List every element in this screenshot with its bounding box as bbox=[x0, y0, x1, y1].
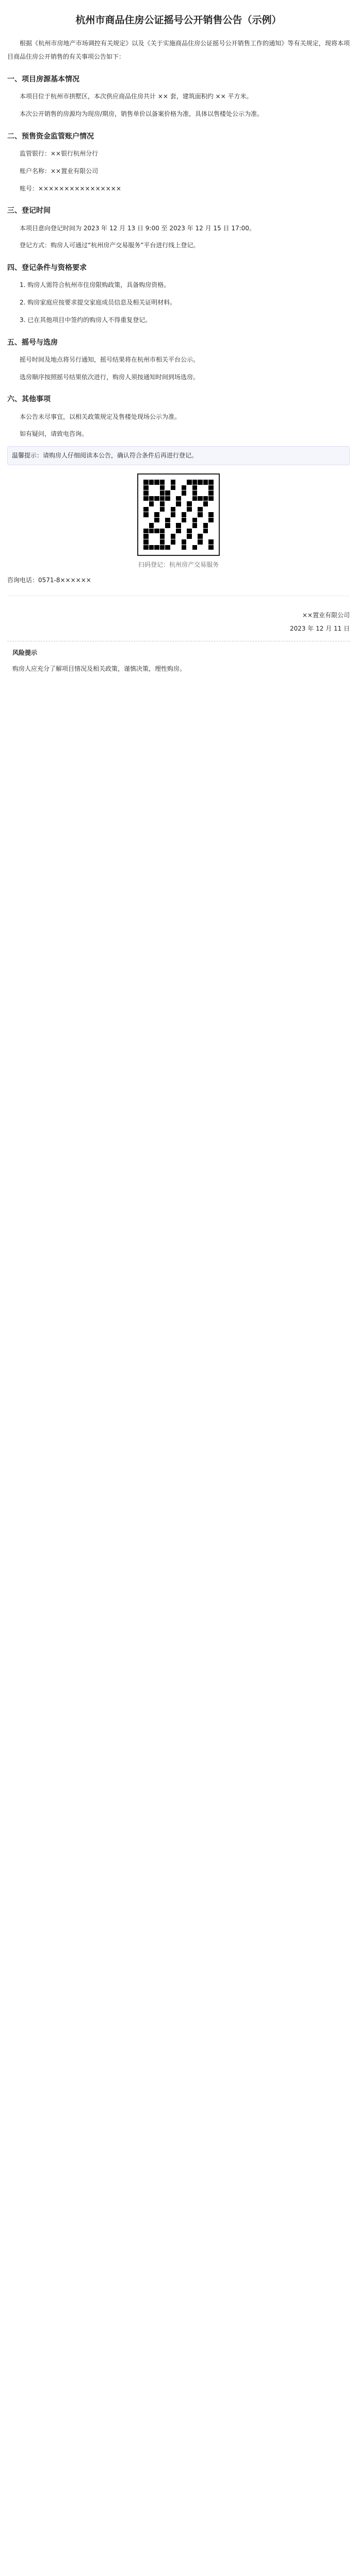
qr-module bbox=[165, 545, 170, 550]
qr-module bbox=[149, 539, 154, 545]
qr-module bbox=[192, 496, 198, 501]
qr-module bbox=[143, 523, 149, 528]
section-title: 三、登记时间 bbox=[7, 207, 51, 215]
qr-module bbox=[203, 518, 208, 523]
qr-module bbox=[154, 501, 159, 506]
qr-module bbox=[198, 545, 203, 550]
section-title: 二、预售资金监管账户情况 bbox=[7, 132, 94, 141]
qr-module bbox=[154, 539, 159, 545]
qr-module bbox=[143, 539, 149, 545]
qr-wrap bbox=[7, 473, 350, 556]
qr-module bbox=[143, 534, 149, 539]
qr-module bbox=[149, 534, 154, 539]
qr-module bbox=[198, 529, 203, 534]
qr-module bbox=[187, 523, 192, 528]
qr-module bbox=[192, 523, 198, 528]
qr-module bbox=[203, 507, 208, 512]
qr-module bbox=[160, 501, 165, 506]
qr-module bbox=[154, 507, 159, 512]
qr-module bbox=[154, 523, 159, 528]
qr-module bbox=[143, 518, 149, 523]
qr-module bbox=[160, 496, 165, 501]
qr-module bbox=[198, 507, 203, 512]
qr-module bbox=[192, 507, 198, 512]
qr-module bbox=[143, 490, 149, 496]
section-paragraph: 账号：×××××××××××××××× bbox=[20, 184, 121, 192]
section-paragraph: 本次公开销售的房源均为现房/期房，销售单价以备案价格为准，具体以售楼处公示为准。 bbox=[20, 110, 264, 117]
qr-module bbox=[165, 496, 170, 501]
qr-module bbox=[165, 512, 170, 517]
qr-module bbox=[143, 529, 149, 534]
section-block bbox=[7, 353, 350, 384]
qr-module bbox=[208, 512, 214, 517]
qr-module bbox=[192, 490, 198, 496]
qr-module bbox=[208, 523, 214, 528]
qr-module bbox=[149, 501, 154, 506]
qr-module bbox=[203, 534, 208, 539]
qr-module bbox=[187, 545, 192, 550]
qr-module bbox=[160, 512, 165, 517]
qr-module bbox=[182, 501, 187, 506]
qr-module bbox=[176, 545, 181, 550]
sections bbox=[7, 73, 350, 441]
qr-module bbox=[143, 545, 149, 550]
section-paragraph: 账户名称：××置业有限公司 bbox=[20, 167, 99, 175]
qr-module bbox=[165, 523, 170, 528]
qr-module bbox=[176, 534, 181, 539]
tip-text: 温馨提示：请购房人仔细阅读本公告，确认符合条件后再进行登记。 bbox=[12, 452, 198, 460]
qr-module bbox=[171, 545, 176, 550]
qr-module bbox=[182, 545, 187, 550]
qr-module bbox=[192, 534, 198, 539]
qr-module bbox=[176, 523, 181, 528]
qr-module bbox=[192, 501, 198, 506]
qr-module bbox=[143, 501, 149, 506]
qr-module bbox=[176, 512, 181, 517]
qr-module bbox=[187, 485, 192, 490]
qr-module bbox=[154, 518, 159, 523]
qr-module bbox=[208, 507, 214, 512]
qr-module bbox=[171, 507, 176, 512]
qr-module bbox=[160, 534, 165, 539]
qr-module bbox=[208, 518, 214, 523]
footer bbox=[7, 608, 350, 636]
qr-module bbox=[187, 518, 192, 523]
qr-module bbox=[203, 539, 208, 545]
qr-module bbox=[198, 534, 203, 539]
section-paragraph: 如有疑问，请致电咨询。 bbox=[20, 430, 88, 438]
section-paragraph: 登记方式：购房人可通过“杭州房产交易服务”平台进行线上登记。 bbox=[20, 242, 200, 249]
qr-module bbox=[160, 539, 165, 545]
qr-module bbox=[149, 480, 154, 485]
qr-module bbox=[198, 490, 203, 496]
qr-module bbox=[143, 507, 149, 512]
qr-module bbox=[171, 480, 176, 485]
qr-module bbox=[176, 507, 181, 512]
qr-module bbox=[182, 507, 187, 512]
qr-module bbox=[182, 523, 187, 528]
qr-module bbox=[182, 490, 187, 496]
section-block bbox=[7, 279, 350, 327]
qr-module bbox=[198, 480, 203, 485]
phone-line: 咨询电话：0571-8×××××× bbox=[7, 577, 91, 584]
qr-module bbox=[176, 518, 181, 523]
footer-line: ××置业有限公司 bbox=[302, 611, 350, 619]
footer-line: 2023 年 12 月 11 日 bbox=[289, 625, 350, 633]
qr-module bbox=[149, 518, 154, 523]
qr-caption: 扫码登记：杭州房产交易服务 bbox=[138, 561, 219, 569]
qr-module bbox=[149, 529, 154, 534]
qr-module bbox=[154, 512, 159, 517]
qr-module bbox=[182, 534, 187, 539]
qr-module bbox=[208, 539, 214, 545]
qr-module bbox=[149, 512, 154, 517]
risk-notice bbox=[7, 641, 350, 681]
qr-module bbox=[143, 496, 149, 501]
qr-module bbox=[165, 534, 170, 539]
qr-module bbox=[160, 507, 165, 512]
qr-module bbox=[149, 545, 154, 550]
intro-block bbox=[7, 37, 350, 64]
qr-module bbox=[165, 485, 170, 490]
section-block bbox=[7, 222, 350, 253]
qr-module bbox=[154, 496, 159, 501]
qr-module bbox=[171, 539, 176, 545]
qr-module bbox=[203, 496, 208, 501]
qr-module bbox=[171, 518, 176, 523]
qr-module bbox=[208, 529, 214, 534]
qr-code bbox=[137, 473, 220, 556]
section-paragraph: 摇号时间及地点将另行通知，摇号结果将在杭州市相关平台公示。 bbox=[20, 355, 200, 363]
section-paragraph: 本项目位于杭州市拱墅区，本次供应商品住房共计 ×× 套，建筑面积约 ×× 平方米。 bbox=[20, 93, 253, 100]
qr-module bbox=[208, 534, 214, 539]
qr-module bbox=[182, 529, 187, 534]
qr-module bbox=[176, 501, 181, 506]
qr-module bbox=[160, 485, 165, 490]
qr-module bbox=[182, 485, 187, 490]
qr-module bbox=[203, 485, 208, 490]
section-block bbox=[7, 147, 350, 195]
qr-module bbox=[154, 534, 159, 539]
qr-module bbox=[149, 523, 154, 528]
qr-module bbox=[143, 480, 149, 485]
risk-notice-text: 购房人应充分了解项目情况及相关政策，谨慎决策，理性购房。 bbox=[12, 665, 186, 672]
qr-module bbox=[160, 545, 165, 550]
qr-module bbox=[187, 480, 192, 485]
qr-module bbox=[154, 545, 159, 550]
section-paragraph: 本公告未尽事宜，以相关政策规定及售楼处现场公示为准。 bbox=[20, 413, 181, 420]
qr-module bbox=[149, 496, 154, 501]
section-paragraph: 监管银行：××银行杭州分行 bbox=[20, 149, 99, 157]
qr-module bbox=[143, 512, 149, 517]
qr-module bbox=[192, 529, 198, 534]
section-paragraph: 3. 已在其他项目中签约的购房人不得重复登记。 bbox=[20, 316, 152, 324]
qr-module bbox=[182, 512, 187, 517]
qr-module bbox=[187, 507, 192, 512]
qr-module bbox=[198, 512, 203, 517]
qr-module bbox=[165, 539, 170, 545]
qr-module bbox=[171, 490, 176, 496]
qr-module bbox=[203, 480, 208, 485]
qr-module bbox=[187, 534, 192, 539]
qr-module bbox=[192, 485, 198, 490]
qr-module bbox=[208, 480, 214, 485]
qr-module bbox=[187, 512, 192, 517]
qr-module bbox=[208, 545, 214, 550]
qr-module bbox=[154, 529, 159, 534]
section-title: 一、项目房源基本情况 bbox=[7, 75, 79, 83]
qr-module bbox=[160, 480, 165, 485]
qr-module bbox=[187, 501, 192, 506]
qr-module bbox=[176, 539, 181, 545]
qr-module bbox=[192, 512, 198, 517]
qr-module bbox=[176, 485, 181, 490]
qr-module bbox=[160, 518, 165, 523]
qr-module bbox=[192, 545, 198, 550]
qr-module bbox=[203, 490, 208, 496]
qr-module bbox=[203, 545, 208, 550]
qr-module bbox=[165, 529, 170, 534]
qr-module bbox=[208, 490, 214, 496]
qr-module bbox=[154, 485, 159, 490]
qr-module bbox=[203, 529, 208, 534]
qr-module bbox=[203, 501, 208, 506]
section-paragraph: 2. 购房家庭应按要求提交家庭成员信息及相关证明材料。 bbox=[20, 299, 176, 307]
qr-module bbox=[149, 490, 154, 496]
section-paragraph: 选房顺序按照摇号结果依次进行，购房人须按通知时间到场选房。 bbox=[20, 373, 200, 381]
qr-module bbox=[176, 496, 181, 501]
qr-module bbox=[149, 507, 154, 512]
qr-module bbox=[176, 490, 181, 496]
qr-module bbox=[198, 518, 203, 523]
qr-module bbox=[171, 512, 176, 517]
qr-grid bbox=[143, 480, 214, 550]
qr-module bbox=[192, 518, 198, 523]
qr-module bbox=[165, 507, 170, 512]
qr-module bbox=[171, 501, 176, 506]
page-title: 杭州市商品住房公证摇号公开销售公告（示例） bbox=[75, 14, 282, 26]
qr-module bbox=[187, 490, 192, 496]
intro-paragraph: 根据《杭州市房地产市场调控有关规定》以及《关于实施商品住房公证摇号公开销售工作的通知》等有关规定，现将本项目商品住房公开销售的有关事项公告如下： bbox=[7, 40, 350, 61]
qr-module bbox=[192, 539, 198, 545]
qr-module bbox=[198, 501, 203, 506]
qr-module bbox=[176, 480, 181, 485]
section-title: 五、摇号与选房 bbox=[7, 338, 58, 347]
qr-module bbox=[165, 480, 170, 485]
section-paragraph: 本项目意向登记时间为 2023 年 12 月 13 日 9:00 至 2023 年 12 月 15 日 17:00。 bbox=[20, 224, 255, 232]
tip-bar bbox=[7, 446, 350, 465]
qr-module bbox=[171, 485, 176, 490]
section-title: 四、登记条件与资格要求 bbox=[7, 264, 87, 273]
qr-module bbox=[198, 539, 203, 545]
qr-module bbox=[165, 490, 170, 496]
qr-module bbox=[154, 480, 159, 485]
qr-module bbox=[149, 485, 154, 490]
qr-module bbox=[154, 490, 159, 496]
section-paragraph: 1. 购房人需符合杭州市住房限购政策，具备购房资格。 bbox=[20, 281, 170, 289]
qr-module bbox=[203, 512, 208, 517]
announcement-page bbox=[0, 0, 357, 691]
qr-module bbox=[171, 529, 176, 534]
qr-module bbox=[182, 480, 187, 485]
qr-module bbox=[171, 534, 176, 539]
section-block bbox=[7, 411, 350, 442]
qr-module bbox=[198, 485, 203, 490]
qr-module bbox=[143, 485, 149, 490]
qr-module bbox=[182, 518, 187, 523]
qr-module bbox=[208, 496, 214, 501]
qr-module bbox=[160, 529, 165, 534]
qr-module bbox=[160, 490, 165, 496]
qr-module bbox=[203, 523, 208, 528]
qr-module bbox=[182, 496, 187, 501]
qr-module bbox=[208, 501, 214, 506]
risk-notice-title: 风险提示 bbox=[12, 649, 38, 656]
qr-module bbox=[171, 496, 176, 501]
qr-module bbox=[171, 523, 176, 528]
section-block bbox=[7, 90, 350, 121]
qr-module bbox=[192, 480, 198, 485]
phone-block bbox=[7, 574, 350, 587]
section-title: 六、其他事项 bbox=[7, 395, 51, 404]
qr-module bbox=[198, 496, 203, 501]
qr-module bbox=[165, 518, 170, 523]
qr-module bbox=[198, 523, 203, 528]
qr-module bbox=[187, 496, 192, 501]
qr-module bbox=[182, 539, 187, 545]
qr-module bbox=[176, 529, 181, 534]
qr-module bbox=[187, 529, 192, 534]
qr-module bbox=[165, 501, 170, 506]
qr-module bbox=[208, 485, 214, 490]
qr-module bbox=[160, 523, 165, 528]
qr-module bbox=[187, 539, 192, 545]
